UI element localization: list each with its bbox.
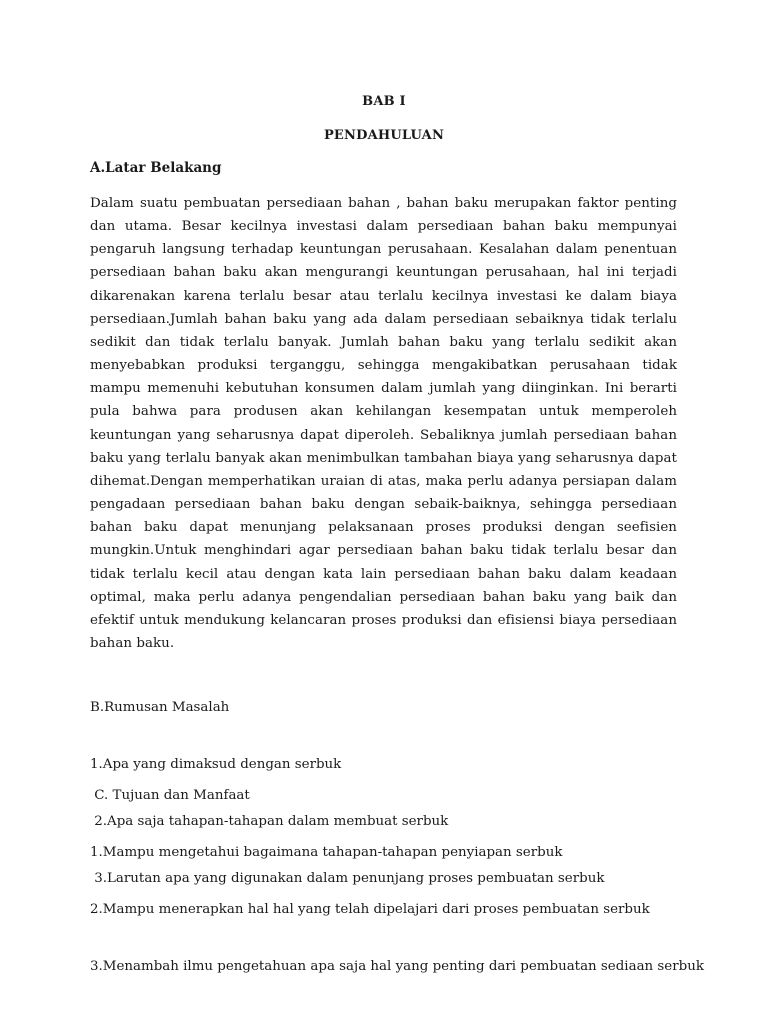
list-item: 1.Apa yang dimaksud dengan serbuk — [90, 757, 342, 772]
chapter-number: BAB I — [362, 94, 406, 109]
section-b-heading: B.Rumusan Masalah — [90, 700, 230, 715]
list-item: 1.Mampu mengetahui bagaimana tahapan-tahapan penyiapan serbuk — [90, 845, 563, 860]
list-item: 3.Menambah ilmu pengetahuan apa saja hal yang penting dari pembuatan sediaan serbuk — [90, 959, 704, 974]
background-paragraph: Dalam suatu pembuatan persediaan bahan , bahan baku merupakan faktor penting dan utama. Besar kecilnya investasi dalam persediaan bahan baku mempunyai pengaruh langsung terhadap keuntungan perusahaan. Kesalahan dalam penentuan persediaan bahan baku akan mengurangi keuntungan perusahaan, hal ini terjadi dikarenakan karena terlalu besar atau terlalu kecilnya investasi ke dalam biaya persediaan.Jumlah bahan baku yang ada dalam persediaan sebaiknya tidak terlalu sedikit dan tidak terlalu banyak. Jumlah bahan baku yang terlalu sedikit akan menyebabkan produksi terganggu, sehingga mengakibatkan perusahaan tidak mampu memenuhi kebutuhan konsumen dalam jumlah yang diinginkan. Ini berarti pula bahwa para produsen akan kehilangan kesempatan untuk memperoleh keuntungan yang seharusnya dapat diperoleh. Sebaliknya jumlah persediaan bahan baku yang terlalu banyak akan menimbulkan tambahan biaya yang seharusnya dapat dihemat.Dengan memperhatikan uraian di atas, maka perlu adanya persiapan dalam pengadaan persediaan bahan baku dengan sebaik-baiknya, sehingga persediaan bahan baku dapat menunjang pelaksanaan proses produksi dengan seefisien mungkin.Untuk menghindari agar persediaan bahan baku tidak terlalu besar dan tidak terlalu kecil atau dengan kata lain persediaan bahan baku dalam keadaan optimal, maka perlu adanya pengendalian persediaan bahan baku yang baik dan efektif untuk mendukung kelancaran proses produksi dan efisiensi biaya persediaan bahan baku. — [90, 196, 677, 651]
section-c-heading: C. Tujuan dan Manfaat — [90, 788, 250, 803]
list-item: 3.Larutan apa yang digunakan dalam penunjang proses pembuatan serbuk — [90, 871, 605, 886]
list-item: 2.Apa saja tahapan-tahapan dalam membuat serbuk — [90, 814, 449, 829]
objectives-section — [90, 748, 704, 1014]
chapter-title: PENDAHULUAN — [323, 128, 445, 143]
section-a-heading: A.Latar Belakang — [90, 160, 222, 176]
list-item: 2.Mampu menerapkan hal hal yang telah dipelajari dari proses pembuatan serbuk — [90, 902, 650, 917]
